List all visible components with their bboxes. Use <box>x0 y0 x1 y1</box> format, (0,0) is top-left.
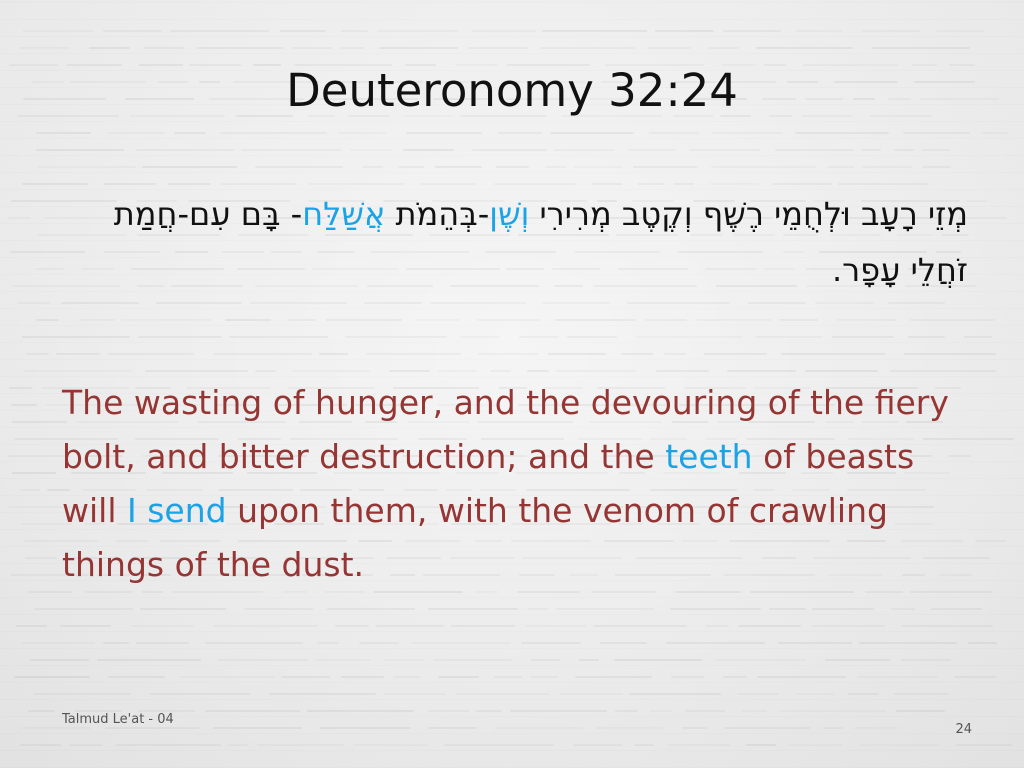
texture-line <box>292 47 332 49</box>
texture-line <box>636 336 743 338</box>
texture-line <box>428 710 469 712</box>
texture-line <box>131 625 194 627</box>
texture-line <box>628 149 676 151</box>
texture-line <box>229 336 329 338</box>
hebrew-verse <box>68 186 968 298</box>
texture-line <box>17 302 51 304</box>
texture-line <box>338 132 387 134</box>
texture-line <box>460 336 500 338</box>
texture-line <box>345 336 447 338</box>
texture-line <box>430 302 526 304</box>
texture-line <box>350 149 392 151</box>
texture-line <box>19 47 71 49</box>
texture-line <box>36 319 59 321</box>
texture-line <box>116 744 221 746</box>
texture-line <box>712 132 783 134</box>
texture-line <box>136 642 189 644</box>
texture-line <box>650 710 672 712</box>
texture-line <box>525 625 586 627</box>
texture-line <box>136 149 234 151</box>
texture-line <box>494 676 522 678</box>
texture-line <box>775 149 854 151</box>
texture-line <box>341 676 385 678</box>
texture-line <box>213 353 312 355</box>
texture-line <box>574 166 623 168</box>
texture-line <box>105 727 199 729</box>
texture-line <box>670 608 761 610</box>
texture-line <box>30 659 89 661</box>
texture-line <box>389 370 430 372</box>
texture-line <box>671 676 704 678</box>
texture-line <box>20 489 41 491</box>
texture-line <box>888 302 945 304</box>
texture-line <box>902 625 993 627</box>
texture-line <box>706 625 729 627</box>
texture-line <box>379 47 457 49</box>
texture-line <box>437 370 477 372</box>
texture-line <box>825 659 891 661</box>
texture-line <box>894 149 914 151</box>
texture-line <box>531 659 560 661</box>
texture-line <box>22 183 88 185</box>
texture-line <box>8 217 30 219</box>
texture-line <box>142 166 238 168</box>
texture-line <box>228 744 248 746</box>
texture-line <box>255 370 275 372</box>
texture-line <box>823 727 843 729</box>
texture-line <box>103 642 130 644</box>
texture-line <box>527 608 547 610</box>
texture-line <box>904 353 997 355</box>
texture-line <box>476 710 501 712</box>
texture-line <box>727 370 795 372</box>
texture-line <box>168 183 211 185</box>
texture-line <box>966 200 988 202</box>
texture-line <box>406 132 482 134</box>
texture-line <box>796 30 841 32</box>
texture-line <box>629 693 721 695</box>
texture-line <box>12 472 56 474</box>
texture-line <box>890 370 996 372</box>
texture-line <box>23 30 93 32</box>
texture-line <box>97 659 200 661</box>
texture-line <box>353 744 428 746</box>
texture-line <box>56 353 99 355</box>
texture-line <box>455 693 550 695</box>
texture-line <box>23 370 132 372</box>
texture-line <box>560 693 622 695</box>
texture-line <box>156 302 242 304</box>
texture-line <box>494 183 576 185</box>
texture-line <box>772 183 832 185</box>
texture-line <box>910 319 995 321</box>
texture-line <box>857 676 938 678</box>
texture-line <box>366 353 460 355</box>
texture-line <box>968 642 998 644</box>
texture-line <box>415 319 460 321</box>
texture-line <box>121 319 212 321</box>
texture-line <box>12 421 67 423</box>
texture-line <box>748 302 806 304</box>
texture-line <box>510 710 607 712</box>
texture-line <box>964 336 992 338</box>
texture-line <box>746 744 777 746</box>
texture-line <box>645 319 687 321</box>
texture-line <box>862 166 912 168</box>
texture-line <box>956 744 1012 746</box>
texture-line <box>805 370 878 372</box>
texture-line <box>788 744 842 746</box>
texture-line <box>723 30 781 32</box>
texture-line <box>655 30 715 32</box>
texture-line <box>614 659 702 661</box>
texture-line <box>250 302 347 304</box>
texture-line <box>931 608 982 610</box>
texture-line <box>860 744 940 746</box>
texture-line <box>668 744 730 746</box>
texture-line <box>778 642 852 644</box>
texture-line <box>555 319 636 321</box>
texture-line <box>527 370 549 372</box>
texture-line <box>627 302 730 304</box>
texture-line <box>79 319 115 321</box>
texture-line <box>22 642 95 644</box>
texture-line <box>319 727 411 729</box>
texture-line <box>444 744 554 746</box>
texture-line <box>894 693 949 695</box>
texture-line <box>257 744 345 746</box>
texture-line <box>872 47 969 49</box>
texture-line <box>737 693 779 695</box>
english-segment-3: of beasts will <box>62 437 915 530</box>
texture-line <box>859 642 957 644</box>
hebrew-highlight-send: אֲשַׁלַּח <box>302 195 386 233</box>
texture-line <box>689 149 760 151</box>
texture-line <box>308 183 406 185</box>
texture-line <box>827 166 854 168</box>
texture-line <box>107 353 193 355</box>
texture-line <box>472 149 547 151</box>
texture-line <box>542 30 647 32</box>
texture-line <box>634 744 655 746</box>
texture-line <box>795 693 834 695</box>
texture-line <box>756 47 853 49</box>
texture-line <box>891 608 915 610</box>
texture-line <box>638 183 664 185</box>
texture-line <box>738 625 801 627</box>
english-highlight-i-send: I send <box>127 491 227 530</box>
texture-line <box>196 47 284 49</box>
footer-text: Talmud Le'at - 04 <box>62 712 174 727</box>
texture-line <box>341 30 368 32</box>
texture-line <box>496 166 529 168</box>
texture-line <box>498 132 543 134</box>
texture-line <box>326 319 402 321</box>
texture-line <box>69 744 104 746</box>
texture-line <box>595 727 663 729</box>
texture-line <box>575 676 652 678</box>
texture-line <box>36 268 65 270</box>
texture-line <box>477 319 541 321</box>
texture-line <box>25 557 57 559</box>
texture-line <box>384 693 446 695</box>
texture-line <box>656 370 709 372</box>
texture-line <box>218 659 308 661</box>
texture-line <box>861 30 921 32</box>
texture-line <box>376 625 444 627</box>
texture-line <box>685 710 725 712</box>
texture-line <box>34 693 131 695</box>
texture-line <box>170 30 269 32</box>
texture-line <box>593 625 687 627</box>
texture-line <box>307 710 414 712</box>
texture-line <box>255 166 343 168</box>
texture-line <box>755 336 824 338</box>
texture-line <box>60 625 111 627</box>
texture-line <box>682 727 707 729</box>
texture-line <box>428 727 477 729</box>
texture-line <box>649 132 699 134</box>
texture-line <box>403 149 454 151</box>
texture-line <box>550 132 634 134</box>
texture-line <box>225 319 271 321</box>
texture-line <box>521 642 581 644</box>
texture-line <box>556 608 654 610</box>
texture-line <box>615 710 638 712</box>
texture-line <box>377 30 457 32</box>
texture-line <box>22 336 130 338</box>
texture-line <box>579 659 599 661</box>
texture-line <box>317 642 339 644</box>
texture-line <box>781 353 885 355</box>
texture-line <box>104 183 156 185</box>
texture-line <box>548 353 606 355</box>
texture-line <box>982 132 1010 134</box>
texture-line <box>812 625 885 627</box>
texture-line <box>213 727 302 729</box>
texture-line <box>716 659 807 661</box>
texture-line <box>704 353 767 355</box>
texture-line <box>89 47 130 49</box>
texture-line <box>922 166 951 168</box>
texture-line <box>319 353 348 355</box>
texture-line <box>221 183 296 185</box>
texture-line <box>837 319 897 321</box>
texture-line <box>896 710 945 712</box>
texture-line <box>335 625 369 627</box>
texture-line <box>795 132 889 134</box>
texture-line <box>451 625 516 627</box>
texture-line <box>241 149 341 151</box>
texture-line <box>327 608 415 610</box>
hebrew-segment-5: - בָּם עִם-חֲמַת זֹחֲלֵי עָפָר. <box>113 195 968 289</box>
texture-line <box>545 166 566 168</box>
texture-line <box>621 353 654 355</box>
texture-line <box>36 132 90 134</box>
texture-line <box>710 183 759 185</box>
texture-line <box>419 183 477 185</box>
texture-line <box>757 676 845 678</box>
texture-line <box>16 625 47 627</box>
texture-line <box>854 727 898 729</box>
texture-line <box>205 710 299 712</box>
texture-line <box>647 47 691 49</box>
texture-line <box>779 319 818 321</box>
texture-line <box>140 608 225 610</box>
texture-line <box>922 149 950 151</box>
texture-line <box>664 353 686 355</box>
texture-line <box>220 132 327 134</box>
texture-line <box>364 302 422 304</box>
texture-line <box>438 676 479 678</box>
texture-line <box>36 149 124 151</box>
texture-line <box>213 625 318 627</box>
texture-line <box>769 608 806 610</box>
texture-line <box>573 744 622 746</box>
texture-line <box>540 47 635 49</box>
texture-line <box>567 336 617 338</box>
texture-line <box>472 30 536 32</box>
texture-line <box>724 727 811 729</box>
texture-line <box>359 642 399 644</box>
texture-line <box>633 166 698 168</box>
texture-line <box>435 166 482 168</box>
texture-line <box>556 370 636 372</box>
texture-line <box>411 642 511 644</box>
texture-line <box>468 47 527 49</box>
texture-line <box>935 30 985 32</box>
texture-line <box>815 302 875 304</box>
texture-line <box>14 676 90 678</box>
english-segment-1: The wasting of hunger, and the devouring of the fiery bolt, and bitter destruction; and the <box>62 383 949 476</box>
texture-line <box>393 676 422 678</box>
texture-line <box>28 710 55 712</box>
texture-line <box>666 642 766 644</box>
texture-line <box>519 336 559 338</box>
texture-line <box>494 727 583 729</box>
texture-line <box>26 353 49 355</box>
texture-line <box>708 47 740 49</box>
texture-line <box>600 642 647 644</box>
page-number: 24 <box>955 722 972 737</box>
texture-line <box>861 149 881 151</box>
texture-line <box>398 166 424 168</box>
texture-line <box>832 336 895 338</box>
texture-line <box>145 370 249 372</box>
texture-line <box>150 693 250 695</box>
texture-line <box>848 693 879 695</box>
texture-line <box>315 659 371 661</box>
texture-line <box>269 693 375 695</box>
texture-line <box>340 47 364 49</box>
english-translation <box>62 376 972 592</box>
texture-line <box>34 608 133 610</box>
texture-line <box>37 166 136 168</box>
texture-line <box>697 319 773 321</box>
texture-line <box>138 336 222 338</box>
texture-line <box>674 183 694 185</box>
hebrew-highlight-teeth: וְשֶׁן <box>489 195 530 233</box>
texture-line <box>288 319 317 321</box>
texture-line <box>292 370 369 372</box>
texture-line <box>741 710 767 712</box>
texture-line <box>103 30 163 32</box>
texture-line <box>433 659 512 661</box>
hebrew-segment-1: מְזֵי רָעָב וּלְחֻמֵי רֶשֶׁף וְקֶטֶב מְרִירִי <box>529 195 968 233</box>
texture-line <box>108 132 165 134</box>
slide-title: Deuteronomy 32:24 <box>286 64 738 117</box>
texture-line <box>205 642 304 644</box>
texture-line <box>143 47 184 49</box>
hebrew-segment-3: -בְּהֵמֹת <box>385 195 490 233</box>
texture-line <box>384 659 424 661</box>
texture-line <box>903 132 970 134</box>
texture-line <box>174 132 206 134</box>
texture-line <box>838 183 929 185</box>
texture-line <box>244 608 313 610</box>
texture-line <box>554 149 616 151</box>
texture-line <box>812 608 874 610</box>
texture-line <box>531 676 559 678</box>
english-highlight-teeth: teeth <box>665 437 753 476</box>
texture-line <box>901 659 951 661</box>
texture-line <box>9 387 32 389</box>
texture-line <box>11 404 37 406</box>
texture-line <box>20 744 62 746</box>
texture-line <box>490 370 511 372</box>
texture-line <box>954 676 996 678</box>
texture-line <box>478 353 539 355</box>
texture-line <box>592 183 621 185</box>
texture-line <box>108 676 165 678</box>
texture-line <box>723 676 748 678</box>
texture-line <box>908 336 945 338</box>
texture-line <box>22 727 90 729</box>
texture-line <box>280 30 326 32</box>
texture-line <box>542 302 610 304</box>
texture-line <box>180 676 275 678</box>
texture-line <box>975 540 1006 542</box>
english-segment-5: upon them, with the venom of crawling things of the dust. <box>62 491 888 584</box>
texture-line <box>780 710 886 712</box>
texture-line <box>428 608 517 610</box>
texture-line <box>711 166 816 168</box>
texture-line <box>362 166 384 168</box>
texture-line <box>61 302 139 304</box>
texture-line <box>281 676 329 678</box>
